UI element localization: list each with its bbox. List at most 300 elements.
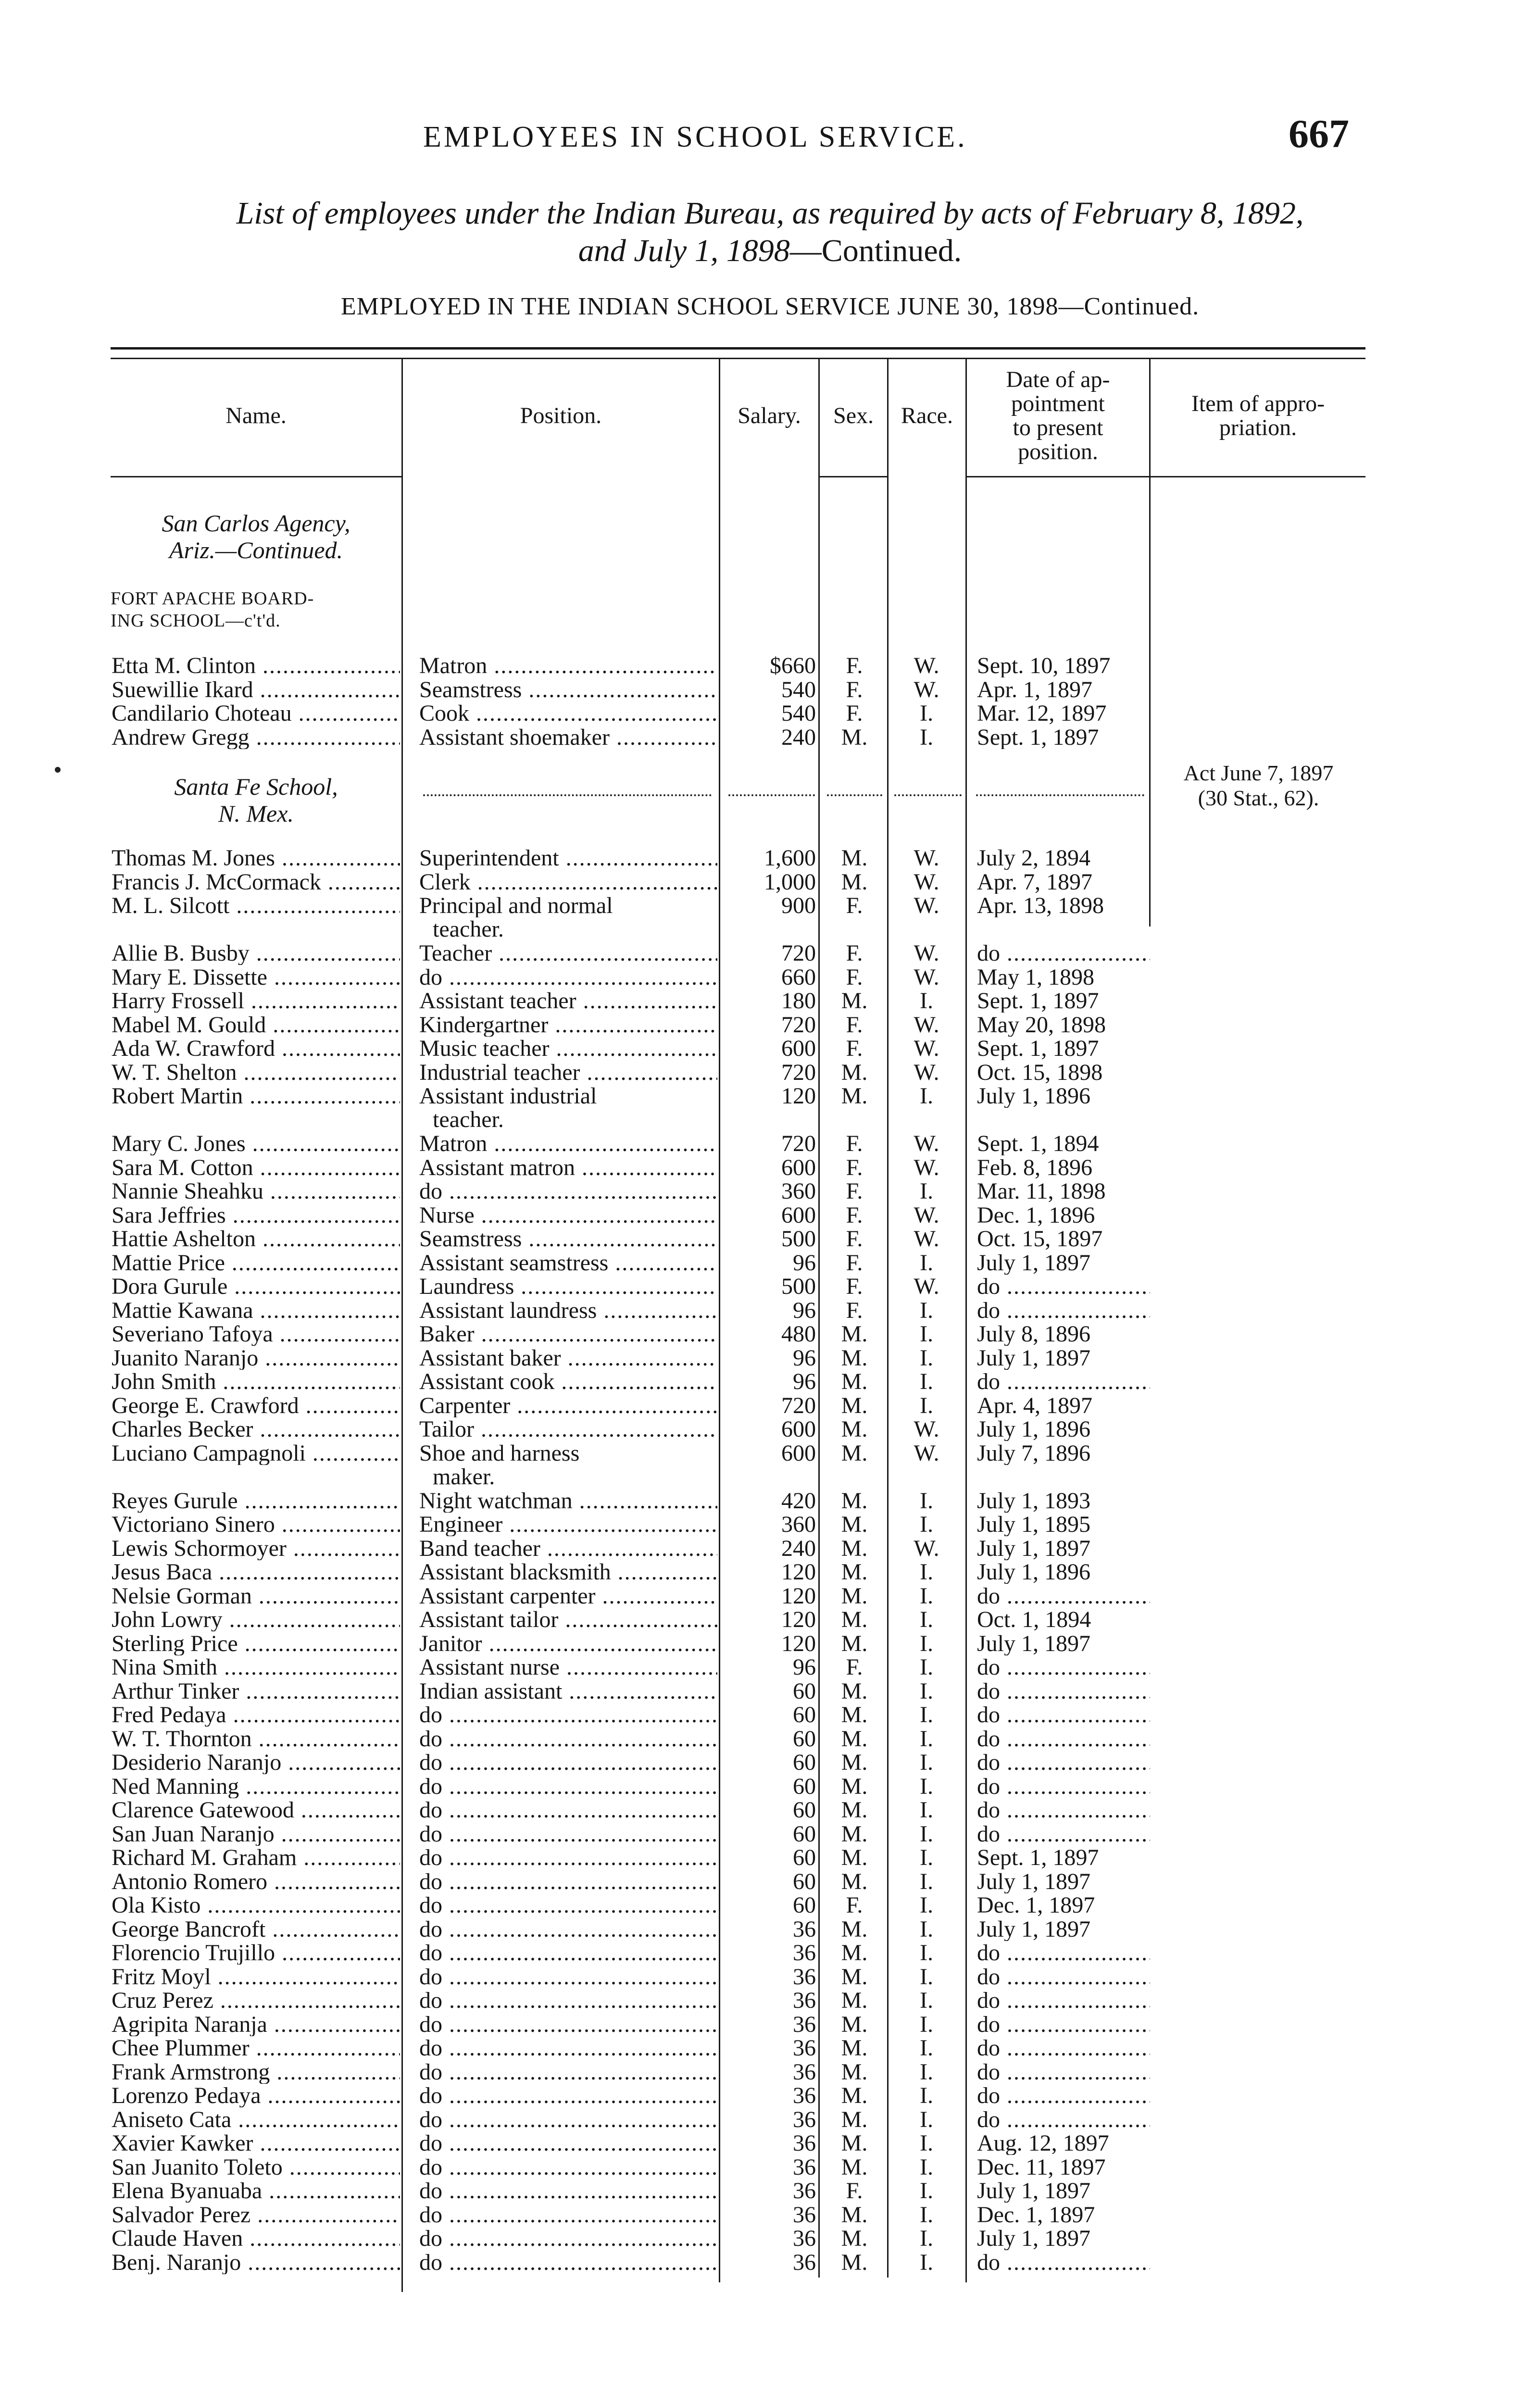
page-number: 667 (1289, 112, 1349, 156)
col-header-race: Race. (901, 403, 953, 428)
table-row (0, 701, 1540, 725)
employee-race: I. (920, 1583, 933, 1609)
employee-race: W. (914, 653, 939, 678)
employee-sex: M. (841, 988, 868, 1014)
table-row (0, 2036, 1540, 2060)
table-row (0, 2203, 1540, 2227)
table-row (0, 2179, 1540, 2203)
employee-appointment-date: July 2, 1894 (977, 846, 1091, 870)
employee-race: I. (920, 1988, 933, 2013)
employee-appointment-date: do ..... (977, 2251, 1150, 2274)
employee-name: Benj. Naranjo ..... (112, 2251, 400, 2274)
table-row (0, 870, 1540, 894)
employee-race: I. (920, 2035, 933, 2061)
table-row (0, 1584, 1540, 1608)
employee-sex: M. (841, 2106, 868, 2132)
employee-sex: F. (846, 1654, 863, 1680)
employee-sex: M. (841, 2226, 868, 2251)
employee-appointment-date: do ..... (977, 2060, 1150, 2084)
employee-race: I. (920, 1297, 933, 1323)
table-row (0, 1370, 1540, 1393)
employee-salary: 1,000 (764, 869, 816, 895)
employee-name: Harry Frossell ..... (112, 989, 400, 1013)
employee-sex: M. (841, 1726, 868, 1752)
employee-name: Etta M. Clinton ..... (112, 654, 400, 677)
employee-appointment-date: do ..... (977, 2084, 1150, 2107)
employee-appointment-date: do ..... (977, 1775, 1150, 1798)
employee-salary: 96 (793, 1297, 816, 1323)
employee-sex: F. (846, 940, 863, 966)
employee-position: Assistant blacksmith ..... (419, 1560, 717, 1584)
employee-position: Shoe and harness (419, 1441, 580, 1465)
table-row (0, 1893, 1540, 1917)
employee-race: W. (914, 869, 939, 895)
employee-position: Tailor ..... (419, 1417, 717, 1441)
employee-position: do ..... (419, 2036, 717, 2060)
employee-appointment-date: do ..... (977, 1655, 1150, 1679)
employee-appointment-date: do ..... (977, 2036, 1150, 2060)
employee-appointment-date: do ..... (977, 1584, 1150, 1608)
employee-salary: 720 (781, 1012, 816, 1038)
employee-position: do ..... (419, 1893, 717, 1917)
employee-salary: 540 (781, 701, 816, 726)
table-row (0, 2227, 1540, 2250)
table-row (0, 2084, 1540, 2107)
table-subcaption: EMPLOYED IN THE INDIAN SCHOOL SERVICE JUNE 30, 1898—Continued. (340, 293, 1200, 320)
employee-race: I. (920, 1512, 933, 1537)
employee-race: W. (914, 1535, 939, 1561)
employee-salary: 420 (781, 1488, 816, 1514)
employee-appointment-date: do ..... (977, 1798, 1150, 1822)
employee-position: Assistant matron ..... (419, 1156, 717, 1179)
employee-appointment-date: July 1, 1897 (977, 1251, 1091, 1275)
employee-appointment-date: Sept. 1, 1897 (977, 1846, 1099, 1869)
employee-salary: 360 (781, 1178, 816, 1204)
employee-position: do ..... (419, 2203, 717, 2227)
employee-sex: M. (841, 1559, 868, 1585)
employee-appointment-date: May 1, 1898 (977, 965, 1094, 989)
employee-name: Frank Armstrong ..... (112, 2060, 400, 2084)
employee-sex: F. (846, 1892, 863, 1918)
employee-appointment-date: July 1, 1897 (977, 2179, 1091, 2203)
employee-race: I. (920, 2154, 933, 2180)
employee-name: Fred Pedaya ..... (112, 1703, 400, 1727)
employee-sex: M. (841, 1988, 868, 2013)
employee-appointment-date: July 1, 1897 (977, 1631, 1091, 1655)
employee-name: W. T. Shelton ..... (112, 1061, 400, 1084)
caption-line-2: and July 1, 1898—Continued. (578, 233, 962, 268)
employee-position: Assistant baker ..... (419, 1346, 717, 1370)
employee-race: I. (920, 1178, 933, 1204)
employee-salary: $660 (770, 653, 816, 678)
employee-position: Assistant nurse ..... (419, 1655, 717, 1679)
employee-race: W. (914, 1202, 939, 1228)
employee-race: W. (914, 1440, 939, 1466)
employee-name: Salvador Perez ..... (112, 2203, 400, 2227)
employee-salary: 180 (781, 988, 816, 1014)
table-row (0, 1061, 1540, 1084)
table-row (0, 1513, 1540, 1536)
employee-position: Assistant shoemaker ..... (419, 726, 717, 749)
employee-sex: M. (841, 1488, 868, 1514)
employee-name: Elena Byanuaba ..... (112, 2179, 400, 2203)
employee-name: Nannie Sheahku ..... (112, 1179, 400, 1203)
employee-appointment-date: July 1, 1895 (977, 1513, 1091, 1536)
employee-name: Antonio Romero ..... (112, 1870, 400, 1893)
employee-name: M. L. Silcott ..... (112, 894, 400, 917)
employee-name: Agripita Naranja ..... (112, 2013, 400, 2036)
employee-appointment-date: do ..... (977, 1679, 1150, 1703)
employee-position: do ..... (419, 1941, 717, 1965)
employee-position: Industrial teacher ..... (419, 1061, 717, 1084)
employee-race: W. (914, 1274, 939, 1299)
employee-salary: 36 (793, 2130, 816, 2156)
employee-appointment-date: Oct. 15, 1898 (977, 1060, 1103, 1084)
employee-appointment-date: Sept. 1, 1894 (977, 1132, 1099, 1155)
table-row (0, 1203, 1540, 1227)
employee-appointment-date: do ..... (977, 941, 1150, 965)
employee-name: Mabel M. Gould ..... (112, 1013, 400, 1037)
employee-salary: 60 (793, 1702, 816, 1728)
employee-name: Allie B. Busby ..... (112, 941, 400, 965)
table-row (0, 1251, 1540, 1275)
employee-position: do ..... (419, 1775, 717, 1798)
employee-sex: M. (841, 1630, 868, 1656)
date-leader (976, 773, 1144, 796)
employee-salary: 60 (793, 1797, 816, 1823)
employee-position: do ..... (419, 2155, 717, 2179)
employee-appointment-date: July 1, 1897 (977, 1346, 1091, 1370)
employee-name: Francis J. McCormack ..... (112, 870, 400, 894)
employee-sex: F. (846, 893, 863, 918)
employee-appointment-date: Sept. 1, 1897 (977, 1037, 1099, 1060)
employee-name: John Lowry ..... (112, 1608, 400, 1631)
employee-position: Seamstress ..... (419, 678, 717, 701)
table-row (0, 1440, 1540, 1490)
table-row (0, 1751, 1540, 1774)
employee-position: do ..... (419, 1703, 717, 1727)
employee-salary: 360 (781, 1512, 816, 1537)
table-row (0, 1965, 1540, 1989)
employee-salary: 240 (781, 724, 816, 750)
employee-sex: F. (846, 676, 863, 702)
employee-name: San Juanito Toleto ..... (112, 2155, 400, 2179)
employee-salary: 60 (793, 1821, 816, 1847)
employee-race: I. (920, 1678, 933, 1704)
employee-position: Indian assistant ..... (419, 1679, 717, 1703)
employee-position: do ..... (419, 1989, 717, 2012)
table-row (0, 2108, 1540, 2131)
employee-name: Suewillie Ikard ..... (112, 678, 400, 701)
table-row (0, 1179, 1540, 1203)
employee-name: Ned Manning ..... (112, 1775, 400, 1798)
table-row (0, 1489, 1540, 1513)
table-row (0, 1299, 1540, 1322)
employee-sex: M. (841, 1607, 868, 1632)
employee-salary: 720 (781, 940, 816, 966)
employee-name: Aniseto Cata ..... (112, 2108, 400, 2131)
employee-appointment-date: do ..... (977, 1299, 1150, 1322)
employee-name: Juanito Naranjo ..... (112, 1346, 400, 1370)
appropriation-santa-fe: Act June 7, 1897 (30 Stat., 62). (1183, 761, 1334, 810)
caption-line-1: List of employees under the Indian Bureau, as required by acts of February 8, 1892, (236, 196, 1304, 231)
employee-name: Hattie Ashelton ..... (112, 1227, 400, 1251)
employee-race: I. (920, 2226, 933, 2251)
col-header-name: Name. (225, 403, 287, 428)
employee-appointment-date: do ..... (977, 1727, 1150, 1751)
employee-salary: 36 (793, 1940, 816, 1966)
employee-name: Mary E. Dissette ..... (112, 965, 400, 989)
table-row (0, 1083, 1540, 1132)
employee-appointment-date: July 1, 1893 (977, 1489, 1091, 1513)
employee-sex: M. (841, 1059, 868, 1085)
employee-salary: 900 (781, 893, 816, 918)
employee-appointment-date: Oct. 1, 1894 (977, 1608, 1091, 1631)
employee-race: W. (914, 1154, 939, 1180)
table-row (0, 2060, 1540, 2084)
employee-position: Kindergartner ..... (419, 1013, 717, 1037)
employee-appointment-date: Sept. 1, 1897 (977, 989, 1099, 1013)
employee-salary: 120 (781, 1583, 816, 1609)
employee-name: Dora Gurule ..... (112, 1275, 400, 1298)
employee-salary: 720 (781, 1392, 816, 1418)
table-row (0, 1322, 1540, 1346)
employee-sex: M. (841, 869, 868, 895)
subhead-fort-apache: FORT APACHE BOARD- ING SCHOOL—c't'd. (111, 588, 314, 631)
employee-sex: F. (846, 1036, 863, 1061)
employee-position: Assistant cook ..... (419, 1370, 717, 1393)
employee-name: Sterling Price ..... (112, 1632, 400, 1655)
employee-salary: 60 (793, 1678, 816, 1704)
employee-salary: 600 (781, 1036, 816, 1061)
employee-appointment-date: Feb. 8, 1896 (977, 1155, 1092, 1179)
employee-name: Sara Jeffries ..... (112, 1203, 400, 1227)
stray-dot (55, 767, 61, 773)
employee-position: Band teacher ..... (419, 1537, 717, 1560)
employee-appointment-date: Apr. 4, 1897 (977, 1393, 1092, 1417)
employee-position-continued: teacher. (433, 1107, 504, 1132)
employee-sex: F. (846, 701, 863, 726)
employee-name: Xavier Kawker ..... (112, 2131, 400, 2155)
employee-race: W. (914, 1012, 939, 1038)
employee-name: Claude Haven ..... (112, 2227, 400, 2250)
employee-name: Nelsie Gorman ..... (112, 1584, 400, 1608)
table-row (0, 1013, 1540, 1037)
employee-salary: 36 (793, 2011, 816, 2037)
table-top-rule-thin (111, 358, 1365, 359)
employee-position: do ..... (419, 1846, 717, 1869)
employee-position: do ..... (419, 1870, 717, 1893)
table-row (0, 1846, 1540, 1869)
employee-position: do ..... (419, 965, 717, 989)
employee-salary: 36 (793, 1988, 816, 2013)
table-row (0, 678, 1540, 701)
employee-salary: 36 (793, 2226, 816, 2251)
employee-sex: M. (841, 1678, 868, 1704)
employee-position: Matron ..... (419, 654, 717, 677)
employee-name: San Juan Naranjo ..... (112, 1822, 400, 1846)
table-row (0, 1037, 1540, 1060)
employee-sex: F. (846, 964, 863, 990)
employee-sex: F. (846, 1131, 863, 1156)
employee-salary: 120 (781, 1083, 816, 1109)
employee-race: I. (920, 1488, 933, 1514)
employee-salary: 60 (793, 1773, 816, 1799)
employee-race: I. (920, 1392, 933, 1418)
employee-salary: 660 (781, 964, 816, 990)
employee-position: Music teacher ..... (419, 1037, 717, 1060)
employee-position: Matron ..... (419, 1132, 717, 1155)
table-caption (0, 195, 1540, 270)
employee-position: do ..... (419, 1751, 717, 1774)
employee-salary: 96 (793, 1369, 816, 1394)
employee-race: I. (920, 1321, 933, 1347)
employee-name: Mattie Price ..... (112, 1251, 400, 1275)
employee-name: Severiano Tafoya ..... (112, 1322, 400, 1346)
employee-appointment-date: July 8, 1896 (977, 1322, 1091, 1346)
table-top-rule (111, 347, 1365, 350)
running-title: EMPLOYEES IN SCHOOL SERVICE. (423, 121, 967, 153)
employee-sex: M. (841, 1797, 868, 1823)
employee-salary: 96 (793, 1654, 816, 1680)
employee-race: I. (920, 1345, 933, 1371)
employee-name: Ola Kisto ..... (112, 1893, 400, 1917)
employee-race: I. (920, 1654, 933, 1680)
employee-position: do ..... (419, 2131, 717, 2155)
employee-appointment-date: Dec. 1, 1897 (977, 2203, 1095, 2227)
employee-salary: 120 (781, 1607, 816, 1632)
employee-position: Principal and normal (419, 894, 613, 917)
header-rule-sex (820, 476, 887, 477)
employee-race: I. (920, 2083, 933, 2108)
employee-race: I. (920, 1369, 933, 1394)
table-row (0, 1227, 1540, 1251)
employee-appointment-date: Dec. 1, 1896 (977, 1203, 1095, 1227)
section-title-san-carlos: San Carlos Agency, Ariz.—Continued. (162, 510, 351, 563)
salary-leader (728, 773, 815, 796)
employee-name: Richard M. Graham ..... (112, 1846, 400, 1869)
employee-position: do ..... (419, 1179, 717, 1203)
employee-position: do ..... (419, 1798, 717, 1822)
employee-race: W. (914, 1059, 939, 1085)
employee-position: Assistant carpenter ..... (419, 1584, 717, 1608)
employee-appointment-date: do ..... (977, 2013, 1150, 2036)
employee-salary: 96 (793, 1250, 816, 1276)
employee-race: W. (914, 1226, 939, 1252)
employee-appointment-date: July 1, 1896 (977, 1084, 1091, 1108)
employee-appointment-date: Aug. 12, 1897 (977, 2131, 1109, 2155)
employee-salary: 60 (793, 1892, 816, 1918)
employee-salary: 600 (781, 1202, 816, 1228)
table-row (0, 1417, 1540, 1441)
table-row (0, 941, 1540, 965)
employee-sex: M. (841, 1868, 868, 1894)
header-rule-name (111, 476, 401, 477)
table-row (0, 1537, 1540, 1560)
employee-salary: 36 (793, 2178, 816, 2204)
table-row (0, 1632, 1540, 1655)
employee-name: Cruz Perez ..... (112, 1989, 400, 2012)
table-row (0, 1870, 1540, 1893)
running-header (0, 111, 1540, 159)
employee-name: Robert Martin ..... (112, 1084, 400, 1108)
position-leader (423, 773, 712, 796)
employee-race: I. (920, 1916, 933, 1942)
employee-name: Mary C. Jones ..... (112, 1132, 400, 1155)
employee-race: I. (920, 1821, 933, 1847)
employee-race: W. (914, 964, 939, 990)
employee-position: Superintendent ..... (419, 846, 717, 870)
employee-salary: 36 (793, 2059, 816, 2085)
employee-salary: 60 (793, 1750, 816, 1775)
employee-name: Jesus Baca ..... (112, 1560, 400, 1584)
employee-salary: 480 (781, 1321, 816, 1347)
employee-salary: 500 (781, 1274, 816, 1299)
employee-name: Sara M. Cotton ..... (112, 1156, 400, 1179)
employee-sex: M. (841, 1416, 868, 1442)
employee-name: Luciano Campagnoli ..... (112, 1441, 400, 1465)
employee-sex: M. (841, 845, 868, 871)
employee-position: do ..... (419, 1965, 717, 1989)
employee-sex: M. (841, 2130, 868, 2156)
col-header-position: Position. (520, 403, 602, 428)
employee-race: I. (920, 1892, 933, 1918)
employee-position: Assistant seamstress ..... (419, 1251, 717, 1275)
employee-race: I. (920, 1845, 933, 1870)
employee-name: Fritz Moyl ..... (112, 1965, 400, 1989)
sex-leader (827, 773, 882, 796)
employee-salary: 36 (793, 2035, 816, 2061)
table-row (0, 2013, 1540, 2036)
employee-appointment-date: do ..... (977, 1941, 1150, 1965)
employee-name: Clarence Gatewood ..... (112, 1798, 400, 1822)
table-row (0, 726, 1540, 749)
employee-sex: M. (841, 1583, 868, 1609)
employee-salary: 120 (781, 1630, 816, 1656)
employee-appointment-date: July 1, 1896 (977, 1417, 1091, 1441)
employee-race: W. (914, 1036, 939, 1061)
table-row (0, 1560, 1540, 1584)
employee-name: Chee Plummer ..... (112, 2036, 400, 2060)
employee-salary: 36 (793, 2202, 816, 2228)
employee-sex: M. (841, 1750, 868, 1775)
employee-name: George E. Crawford ..... (112, 1394, 400, 1417)
employee-sex: M. (841, 1964, 868, 1990)
employee-sex: M. (841, 1369, 868, 1394)
employee-sex: F. (846, 1274, 863, 1299)
table-row (0, 1917, 1540, 1941)
employee-race: I. (920, 2178, 933, 2204)
employee-name: Lewis Schormoyer ..... (112, 1537, 400, 1560)
employee-appointment-date: do ..... (977, 1822, 1150, 1846)
employee-position: Laundress ..... (419, 1275, 717, 1298)
employee-sex: M. (841, 2035, 868, 2061)
employee-name: John Smith ..... (112, 1370, 400, 1393)
employee-salary: 600 (781, 1440, 816, 1466)
section-title-santa-fe: Santa Fe School, N. Mex. (174, 773, 338, 827)
employee-appointment-date: July 1, 1897 (977, 2227, 1091, 2250)
employee-race: I. (920, 1083, 933, 1109)
employee-position: do ..... (419, 1917, 717, 1941)
employee-sex: M. (841, 2059, 868, 2085)
table-row (0, 2131, 1540, 2155)
employee-sex: F. (846, 1178, 863, 1204)
employee-sex: F. (846, 1012, 863, 1038)
table-row (0, 1156, 1540, 1179)
employee-name: Desiderio Naranjo ..... (112, 1751, 400, 1774)
employee-sex: M. (841, 1773, 868, 1799)
table-row (0, 965, 1540, 989)
